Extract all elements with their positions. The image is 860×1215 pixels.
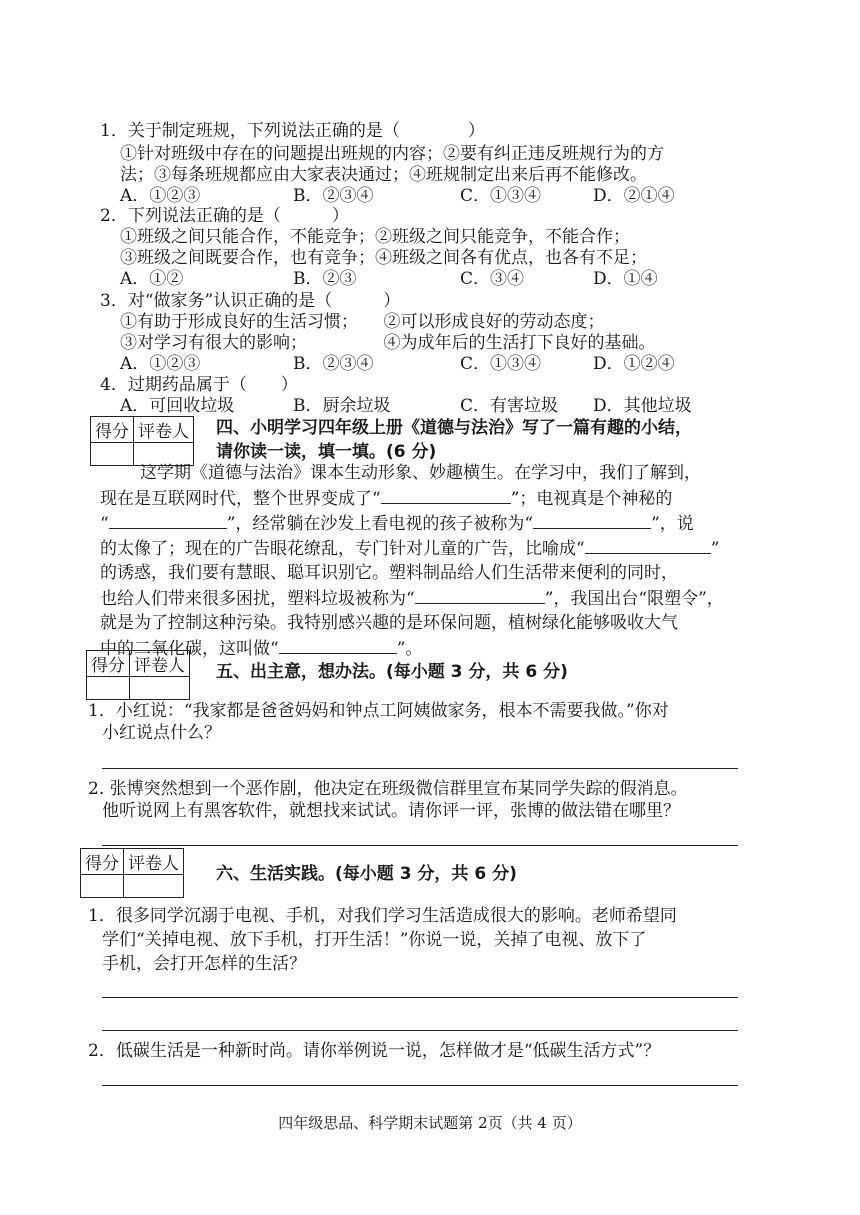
text: ”；电视真是个神秘的 xyxy=(510,489,673,509)
score-label: 得分 xyxy=(81,849,124,875)
text: 的太像了；现在的广告眼花缭乱，专门针对儿童的广告，比喻成“ xyxy=(100,539,585,559)
grader-label: 评卷人 xyxy=(134,417,194,443)
question-2-statements-line2: ③班级之间既要合作，也有竞争；④班级之间各有优点，也各有不足； xyxy=(120,248,647,268)
grader-label: 评卷人 xyxy=(124,849,184,875)
question-3-statements-line1: ①有助于形成良好的生活习惯； ②可以形成良好的劳动态度； xyxy=(120,312,605,332)
section-5-title: 五、出主意，想办法。(每小题 3 分，共 6 分) xyxy=(216,662,568,682)
question-1-option-c: C．①③④ xyxy=(460,186,542,206)
fill-blank-6[interactable] xyxy=(279,637,397,654)
section-4-paragraph-line1: 这学期《道德与法治》课本生动形象、妙趣横生。在学习中，我们了解到， xyxy=(140,463,701,483)
text: 也给人们带来很多困扰，塑料垃圾被称为“ xyxy=(100,589,415,609)
section-4-paragraph-line2 xyxy=(100,487,672,510)
score-cell[interactable] xyxy=(87,677,130,700)
text: ”，经常躺在沙发上看电视的孩子被称为“ xyxy=(226,514,534,534)
grader-cell[interactable] xyxy=(124,875,184,898)
section-4-paragraph-line6 xyxy=(100,587,724,610)
question-3-stem: 3．对“做家务”认识正确的是（ ） xyxy=(100,291,401,311)
section-5-question-2-line2: 他听说网上有黑客软件，就想找来试试。请你评一评，张博的做法错在哪里？ xyxy=(102,801,680,821)
question-1-option-d: D．②①④ xyxy=(593,186,675,206)
question-4-option-b: B．厨余垃圾 xyxy=(293,396,391,416)
text: “ xyxy=(100,514,109,534)
question-2-option-d: D．①④ xyxy=(593,269,658,289)
question-3-statements-line2: ③对学习有很大的影响； ④为成年后的生活打下良好的基础。 xyxy=(120,333,656,353)
question-4-option-a: A．可回收垃圾 xyxy=(120,396,235,416)
text: ”。 xyxy=(396,639,423,659)
question-4-stem: 4．过期药品属于（ ） xyxy=(100,375,298,395)
section-5-question-2-line1: 2. 张博突然想到一个恶作剧，他决定在班级微信群里宣布某同学失踪的假消息。 xyxy=(88,779,688,799)
page-footer: 四年级思品、科学期末试题第 2页（共 4 页） xyxy=(278,1114,582,1132)
fill-blank-4[interactable] xyxy=(585,537,711,554)
score-label: 得分 xyxy=(91,417,134,443)
question-1-option-a: A．①②③ xyxy=(120,186,201,206)
question-3-option-b: B．②③④ xyxy=(293,354,374,374)
score-box-section-4 xyxy=(90,416,194,466)
text: ”，我国出台“限塑令”， xyxy=(544,589,724,609)
question-3-option-a: A．①②③ xyxy=(120,354,201,374)
section-4-paragraph-line3 xyxy=(100,512,694,535)
answer-line[interactable] xyxy=(102,997,738,998)
answer-line[interactable] xyxy=(102,1030,738,1031)
fill-blank-2[interactable] xyxy=(109,512,227,529)
section-5-question-1-line2: 小红说点什么？ xyxy=(102,723,221,743)
question-1-stem: 1．关于制定班规，下列说法正确的是（ ） xyxy=(100,121,485,141)
section-4-title-line1: 四、小明学习四年级上册《道德与法治》写了一篇有趣的小结， xyxy=(216,418,692,438)
section-6-question-1-line1: 1．很多同学沉溺于电视、手机，对我们学习生活造成很大的影响。老师希望同 xyxy=(88,906,677,926)
section-6-question-1-line2: 学们“关掉电视、放下手机，打开生活！”你说一说，关掉了电视、放下了 xyxy=(102,930,647,950)
text: 中的二氧化碳，这叫做“ xyxy=(100,639,279,659)
answer-line[interactable] xyxy=(102,768,738,769)
question-3-option-c: C．①③④ xyxy=(460,354,542,374)
score-box-section-5 xyxy=(86,650,190,700)
question-2-option-c: C．③④ xyxy=(460,269,525,289)
question-2-stem: 2．下列说法正确的是（ ） xyxy=(100,206,349,226)
section-4-paragraph-line4 xyxy=(100,537,719,560)
text: ” xyxy=(710,539,720,559)
question-2-option-a: A．①② xyxy=(120,269,184,289)
question-1-statements-line1: ①针对班级中存在的问题提出班规的内容；②要有纠正违反班规行为的方 xyxy=(120,144,664,164)
question-4-option-d: D．其他垃圾 xyxy=(593,396,692,416)
grader-cell[interactable] xyxy=(130,677,190,700)
score-cell[interactable] xyxy=(91,443,134,466)
section-6-question-2-line1: 2．低碳生活是一种新时尚。请你举例说一说，怎样做才是“低碳生活方式”？ xyxy=(88,1041,661,1061)
fill-blank-5[interactable] xyxy=(415,587,545,604)
section-4-title-line2: 请你读一读，填一填。(6 分) xyxy=(216,442,437,462)
section-6-question-1-line3: 手机，会打开怎样的生活？ xyxy=(102,954,306,974)
question-1-statements-line2: 法；③每条班规都应由大家表决通过；④班规制定出来后再不能修改。 xyxy=(120,165,647,185)
fill-blank-1[interactable] xyxy=(381,487,511,504)
fill-blank-3[interactable] xyxy=(533,512,651,529)
score-cell[interactable] xyxy=(81,875,124,898)
section-4-paragraph-line5: 的诱惑，我们要有慧眼、聪耳识别它。塑料制品给人们生活带来便利的同时， xyxy=(100,563,678,583)
question-3-option-d: D．①②④ xyxy=(593,354,675,374)
answer-line[interactable] xyxy=(102,1085,738,1086)
question-4-option-c: C．有害垃圾 xyxy=(460,396,559,416)
score-box-section-6 xyxy=(80,848,184,898)
question-2-option-b: B．②③ xyxy=(293,269,357,289)
section-6-title: 六、生活实践。(每小题 3 分，共 6 分) xyxy=(216,864,517,884)
answer-line[interactable] xyxy=(102,845,738,846)
grader-label: 评卷人 xyxy=(130,651,190,677)
score-label: 得分 xyxy=(87,651,130,677)
question-2-statements-line1: ①班级之间只能合作，不能竞争；②班级之间只能竞争，不能合作； xyxy=(120,227,630,247)
section-4-paragraph-line7: 就是为了控制这种污染。我特别感兴趣的是环保问题，植树绿化能够吸收大气 xyxy=(100,613,678,633)
section-5-question-1-line1: 1．小红说：“我家都是爸爸妈妈和钟点工阿姨做家务，根本不需要我做。”你对 xyxy=(88,701,669,721)
question-1-option-b: B．②③④ xyxy=(293,186,374,206)
text: ”，说 xyxy=(651,514,694,534)
text: 现在是互联网时代，整个世界变成了“ xyxy=(100,489,381,509)
